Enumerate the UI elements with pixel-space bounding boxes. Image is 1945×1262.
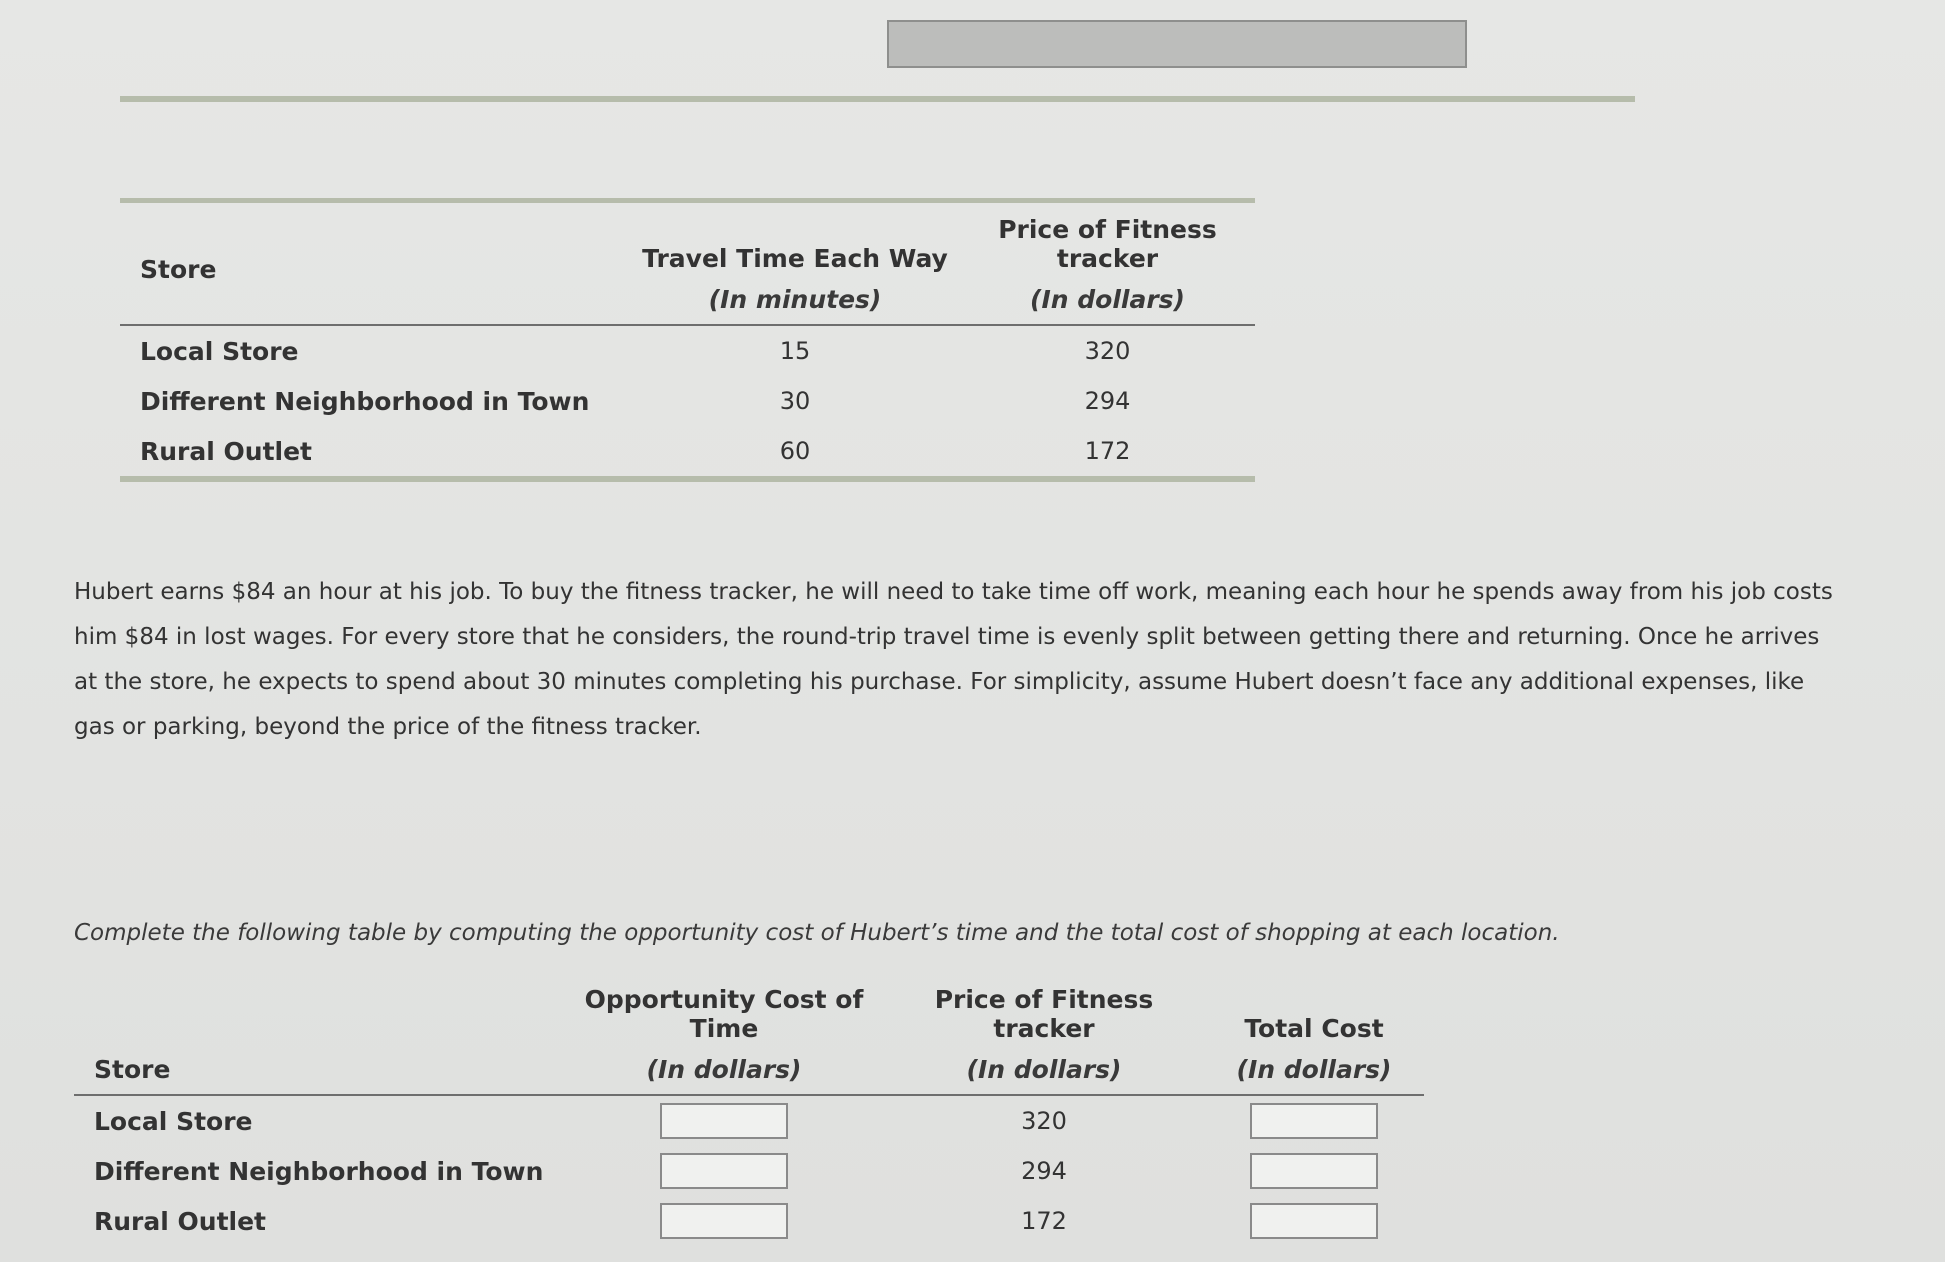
price: 294 <box>1021 1157 1067 1185</box>
table2-opp-header <box>564 985 884 1095</box>
table2-total-header <box>1204 985 1424 1095</box>
problem-paragraph: Hubert earns $84 an hour at his job. To buy the fitness tracker, he will need to take time off work, meaning each hour he spends away from his job costs him $84 in lost wages. For every store that he considers, the round-trip travel time is evenly split between getting there and returning. Once he arrives at the store, he expects to spend about 30 minutes completing his purchase. For simplicity, assume Hubert doesn’t face any additional expenses, like gas or parking, beyond the price of the fitness tracker. <box>74 579 1833 740</box>
store-name: Rural Outlet <box>140 436 312 466</box>
table1-top-rule <box>120 198 1255 203</box>
table-row <box>120 426 1255 479</box>
total-cost-cell <box>1204 1095 1424 1146</box>
table2-store-header: Store <box>94 1055 171 1084</box>
price: 320 <box>1084 337 1131 365</box>
total-header-label: Total Cost <box>1244 1014 1384 1043</box>
total-cost-cell <box>1204 1146 1424 1196</box>
total-cost-cell <box>1204 1196 1424 1246</box>
table1-bottom-rule <box>120 479 1255 488</box>
table2-price-header <box>884 985 1204 1095</box>
travel-time: 60 <box>779 437 811 465</box>
table-row <box>74 1146 1424 1196</box>
table-row <box>120 325 1255 376</box>
table1-price-header <box>960 215 1255 325</box>
table-row <box>74 1095 1424 1146</box>
price-unit-label: (In dollars) <box>1030 285 1185 314</box>
table1-store-header: Store <box>140 255 217 284</box>
price-unit-label: (In dollars) <box>966 1055 1122 1084</box>
price-header-label: Price of Fitness tracker <box>934 985 1154 1043</box>
table2-header-row <box>74 985 1424 1095</box>
opp-unit-label: (In dollars) <box>646 1055 802 1084</box>
cost-answer-table <box>74 985 1424 1246</box>
table-row <box>74 1196 1424 1246</box>
store-name: Different Neighborhood in Town <box>140 386 590 416</box>
total-cost-input[interactable] <box>1250 1153 1378 1189</box>
table1-header-row <box>120 215 1255 325</box>
store-name: Local Store <box>140 336 299 366</box>
opp-cost-cell <box>564 1196 884 1246</box>
opp-cost-cell <box>564 1146 884 1196</box>
store-name: Rural Outlet <box>94 1206 266 1236</box>
price: 294 <box>1084 387 1131 415</box>
travel-unit-label: (In minutes) <box>708 285 882 314</box>
table-row <box>120 376 1255 426</box>
travel-time: 15 <box>779 337 811 365</box>
top-image-fragment <box>887 20 1467 68</box>
travel-price-table <box>120 215 1255 488</box>
total-unit-label: (In dollars) <box>1236 1055 1392 1084</box>
travel-header-label: Travel Time Each Way <box>642 244 948 273</box>
opp-cost-input[interactable] <box>660 1103 788 1139</box>
total-cost-input[interactable] <box>1250 1103 1378 1139</box>
table1-travel-header <box>630 215 960 325</box>
top-divider <box>120 96 1635 102</box>
price: 172 <box>1084 437 1131 465</box>
price: 320 <box>1021 1107 1067 1135</box>
store-name: Local Store <box>94 1106 253 1136</box>
opp-cost-input[interactable] <box>660 1153 788 1189</box>
opp-cost-cell <box>564 1095 884 1146</box>
store-name: Different Neighborhood in Town <box>94 1156 544 1186</box>
price-header-label: Price of Fitness tracker <box>998 215 1217 273</box>
opp-cost-input[interactable] <box>660 1203 788 1239</box>
price: 172 <box>1021 1207 1067 1235</box>
total-cost-input[interactable] <box>1250 1203 1378 1239</box>
travel-time: 30 <box>779 387 811 415</box>
opp-header-label: Opportunity Cost of Time <box>584 985 864 1043</box>
instruction-text: Complete the following table by computing the opportunity cost of Hubert’s time and the total cost of shopping at each location. <box>74 920 1560 946</box>
